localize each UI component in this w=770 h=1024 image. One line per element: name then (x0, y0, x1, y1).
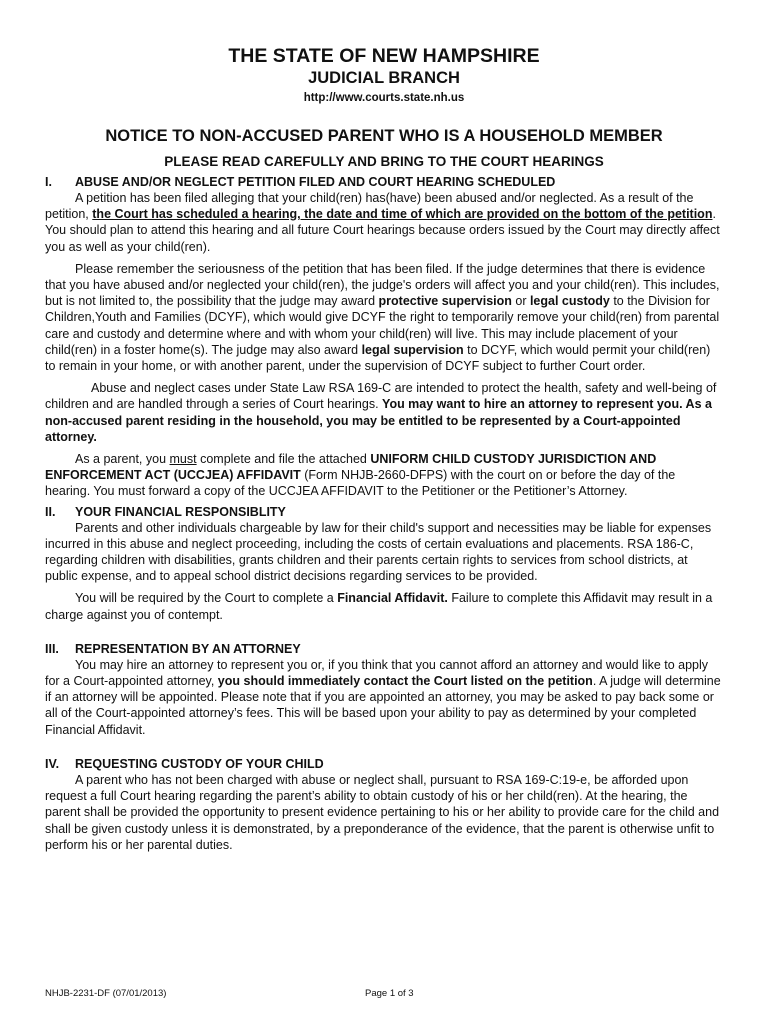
text-run: to the Division for Children,Youth and Families (DCYF), which would give DCYF the right to temporarily remove your child(ren) from parental care and custody and determine where and with whom your child(ren) will live. This may include placement of your child(ren) in a foster home(s). The judge may also award (45, 294, 720, 357)
section-1-title: ABUSE AND/OR NEGLECT PETITION FILED AND COURT HEARING SCHEDULED (75, 175, 556, 189)
uccjea-affidavit-term: UNIFORM CHILD CUSTODY JURISDICTION AND ENFORCEMENT ACT (UCCJEA) AFFIDAVIT (45, 452, 657, 483)
text-run: As a parent, you (75, 452, 170, 467)
legal-supervision-term: legal supervision (361, 342, 464, 357)
attorney-emphasis: You may want to hire an attorney to represent you. As a non-accused parent residing in the household, you may be entitled to be represented by a Court-appointed attorney. (45, 397, 712, 444)
section-2-paragraph-1: Parents and other individuals chargeable by law for their child's support and necessities may be liable for expenses incurred in this abuse and neglect proceeding, including the costs of certain evaluations and placements. RSA 186-C, regarding children with disabilities, grants children and their parents certain rights to services from school districts, at public expense, and to appeal school district decisions regarding services to be provided. (45, 520, 712, 584)
section-3-title: REPRESENTATION BY AN ATTORNEY (75, 641, 301, 656)
section-2-title: YOUR FINANCIAL RESPONSIBLITY (75, 504, 286, 519)
section-3-number: III. (45, 641, 59, 656)
page-number: Page 1 of 3 (365, 988, 414, 999)
text-run: or (511, 294, 530, 309)
section-1-paragraph-1 (45, 190, 723, 255)
section-1-heading (45, 174, 723, 190)
text-run: A petition has been filed alleging that your child(ren) has(have) been abused and/or neglected. As a result of the petition, (45, 191, 694, 222)
section-1-paragraph-3 (45, 380, 723, 445)
notice-subtitle: PLEASE READ CAREFULLY AND BRING TO THE COURT HEARINGS (164, 154, 604, 169)
section-3-heading (45, 641, 723, 657)
hearing-notice-emphasis: the Court has scheduled a hearing, the date and time of which are provided on the bottom of the petition (92, 207, 713, 222)
section-1-paragraph-2 (45, 261, 723, 374)
section-4-heading (45, 756, 723, 772)
section-1-paragraph-4 (45, 451, 723, 500)
notice-title: NOTICE TO NON-ACCUSED PARENT WHO IS A HOUSEHOLD MEMBER (105, 127, 663, 145)
form-id: NHJB-2231-DF (07/01/2013) (45, 988, 167, 999)
text-run: to DCYF, which would permit your child(ren) to remain in your home, or with another parent, under the supervision of DCYF subject to further Court order. (45, 342, 711, 374)
section-2-number: II. (45, 504, 56, 519)
court-website-link[interactable]: http://www.courts.state.nh.us (303, 92, 465, 104)
text-run: . You should plan to attend this hearing and all future Court hearings because orders issued by the Court may directly affect you as well as your child(ren). (45, 207, 720, 254)
section-1-number: I. (45, 175, 52, 189)
section-4-paragraph-1: A parent who has not been charged with abuse or neglect shall, pursuant to RSA 169-C:19-e, be afforded upon request a full Court hearing regarding the parent’s ability to obtain custody of his or her child(ren). At the hearing, the parent shall be provided the opportunity to present evidence pertaining to his or her ability to provide care for the child and shall be given custody unless it is demonstrated, by a preponderance of the evidence, that the parent is otherwise unfit to perform his or her parental duties. (45, 772, 720, 852)
must-emphasis: must (169, 452, 197, 467)
text-run: Please remember the seriousness of the petition that has been filed. If the judge determines that there is evidence that you have abused and/or neglected your child(ren), the judge's orders will affect you and your child(ren). This includes, but is not limited to, the possibility that the judge may award (45, 261, 720, 309)
text-run: You will be required by the Court to complete a (75, 591, 338, 606)
section-3-paragraph-1 (45, 657, 723, 738)
legal-custody-term: legal custody (529, 294, 610, 309)
text-run: complete and file the attached (196, 452, 371, 467)
text-run: You may hire an attorney to represent you or, if you think that you cannot afford an attorney and would like to apply for a Court-appointed attorney, (45, 657, 709, 689)
financial-affidavit-term: Financial Affidavit. (337, 591, 448, 606)
section-4-number: IV. (45, 756, 60, 771)
contact-court-emphasis: you should immediately contact the Court listed on the petition (217, 674, 593, 689)
text-run: Failure to complete this Affidavit may result in a charge against you of contempt. (45, 591, 713, 622)
text-run: . A judge will determine if an attorney will be appointed. Please note that if you are appointed an attorney, you may be asked to pay back some or all of the Court-appointed attorney’s fees. This will be based upon your ability to pay as determined by your completed Financial Affidavit. (45, 674, 721, 737)
section-4-title: REQUESTING CUSTODY OF YOUR CHILD (75, 756, 324, 771)
section-2-heading (45, 504, 723, 520)
document-page (45, 44, 723, 853)
protective-supervision-term: protective supervision (378, 294, 512, 309)
text-run: Abuse and neglect cases under State Law RSA 169-C are intended to protect the health, safety and well-being of children and are handled through a series of Court hearings. (45, 381, 717, 412)
document-header (45, 44, 723, 106)
section-2-paragraph-2 (45, 590, 723, 622)
state-title: THE STATE OF NEW HAMPSHIRE (228, 45, 540, 67)
text-run: (Form NHJB-2660-DFPS) with the court on or before the day of the hearing. You must forward a copy of the UCCJEA AFFIDAVIT to the Petitioner or the Petitioner’s Attorney. (45, 468, 676, 499)
branch-title: JUDICIAL BRANCH (308, 69, 460, 87)
